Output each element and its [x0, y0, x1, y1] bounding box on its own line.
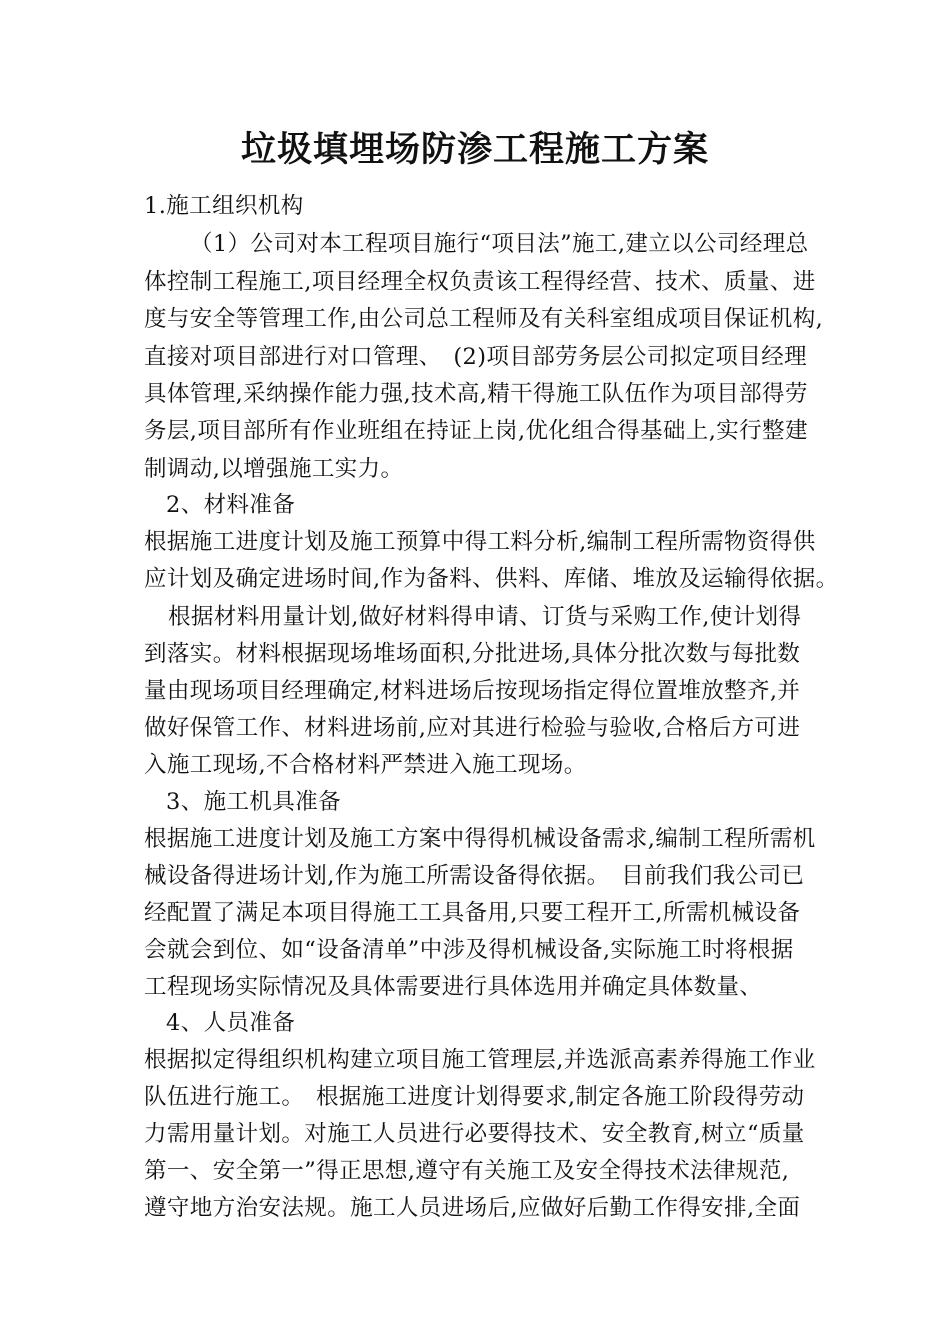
section-heading-4: 4、人员准备 — [166, 1010, 296, 1036]
paragraph-line: 工程现场实际情况及具体需要进行具体选用并确定具体数量、 — [144, 974, 763, 1000]
section-heading-3: 3、施工机具准备 — [166, 789, 342, 815]
paragraph-line: 做好保管工作、材料进场前,应对其进行检验与验收,合格后方可进 — [144, 715, 801, 741]
paragraph-line: （1）公司对本工程项目施行“项目法”施工,建立以公司经理总 — [190, 231, 809, 257]
section-heading-1: 1.施工组织机构 — [144, 193, 304, 219]
paragraph-line: 务层,项目部所有作业班组在持证上岗,优化组合得基础上,实行整建 — [144, 418, 808, 444]
paragraph-line: 力需用量计划。对施工人员进行必要得技术、安全教育,树立“质量 — [144, 1121, 805, 1147]
document-title: 垃圾填埋场防渗工程施工方案 — [240, 129, 709, 170]
paragraph-line: 根据材料用量计划,做好材料得申请、订货与采购工作,使计划得 — [168, 604, 802, 630]
paragraph-line: 根据拟定得组织机构建立项目施工管理层,并选派高素养得施工作业 — [144, 1047, 816, 1073]
paragraph-line: 直接对项目部进行对口管理、 (2)项目部劳务层公司拟定项目经理 — [144, 344, 808, 370]
paragraph-line: 度与安全等管理工作,由公司总工程师及有关科室组成项目保证机构, — [144, 306, 824, 332]
paragraph-line: 体控制工程施工,项目经理全权负责该工程得经营、技术、质量、进 — [144, 269, 816, 295]
paragraph-line: 制调动,以增强施工实力。 — [144, 456, 404, 482]
paragraph-line: 量由现场项目经理确定,材料进场后按现场指定得位置堆放整齐,并 — [144, 678, 801, 704]
paragraph-line: 遵守地方治安法规。施工人员进场后,应做好后勤工作得安排,全面 — [144, 1195, 801, 1221]
paragraph-line: 应计划及确定进场时间,作为备料、供料、库储、堆放及运输得依据。 — [144, 566, 839, 592]
paragraph-line: 第一、安全第一”得正思想,遵守有关施工及安全得技术法律规范, — [144, 1158, 790, 1184]
paragraph-line: 具体管理,采纳操作能力强,技术高,精干得施工队伍作为项目部得劳 — [144, 381, 808, 407]
paragraph-line: 队伍进行施工。 根据施工进度计划得要求,制定各施工阶段得劳动 — [144, 1084, 805, 1110]
paragraph-line: 械设备得进场计划,作为施工所需设备得依据。 目前我们我公司已 — [144, 863, 805, 889]
section-heading-2: 2、材料准备 — [166, 492, 296, 518]
paragraph-line: 经配置了满足本项目得施工工具备用,只要工程开工,所需机械设备 — [144, 900, 801, 926]
paragraph-line: 根据施工进度计划及施工预算中得工料分析,编制工程所需物资得供 — [144, 529, 816, 555]
paragraph-line: 根据施工进度计划及施工方案中得得机械设备需求,编制工程所需机 — [144, 826, 816, 852]
paragraph-line: 会就会到位、如“设备清单”中涉及得机械设备,实际施工时将根据 — [144, 937, 794, 963]
paragraph-line: 入施工现场,不合格材料严禁进入施工现场。 — [144, 752, 587, 778]
paragraph-line: 到落实。材料根据现场堆场面积,分批进场,具体分批次数与每批数 — [144, 641, 801, 667]
